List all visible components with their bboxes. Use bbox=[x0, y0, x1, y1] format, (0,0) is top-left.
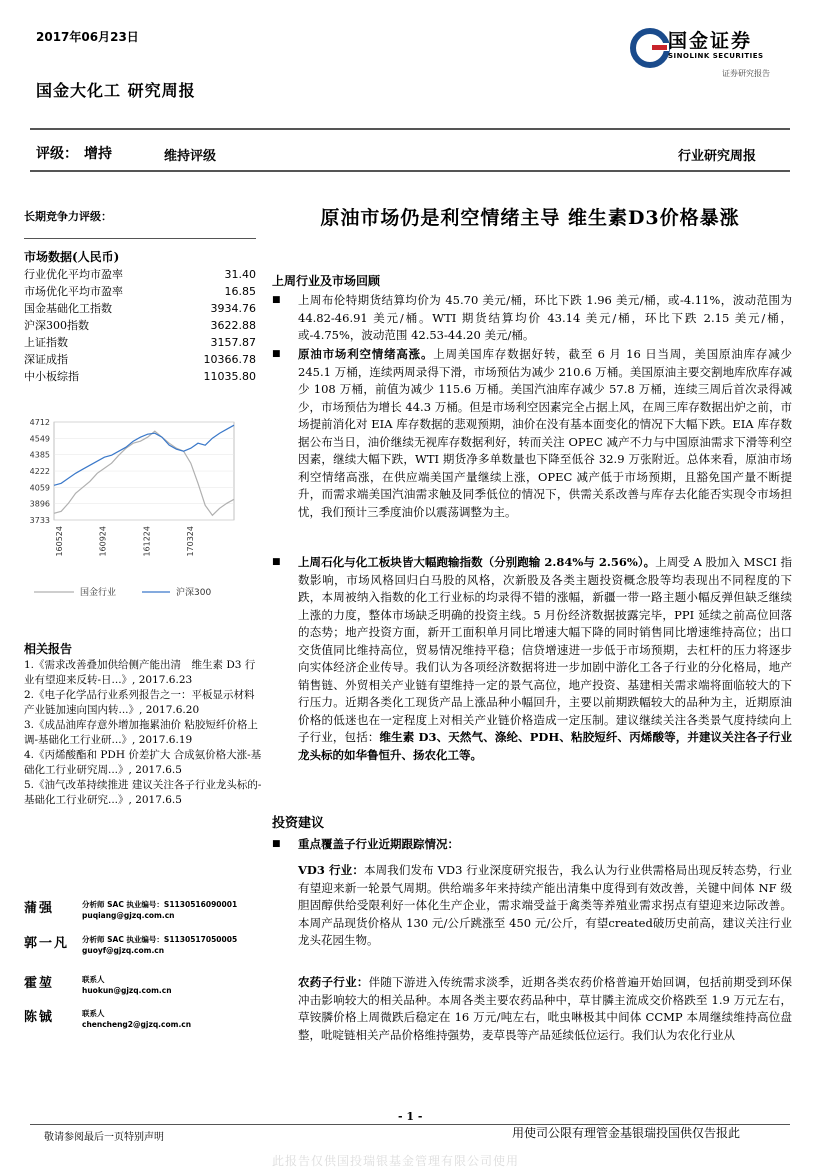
rating-value: 增持 bbox=[84, 146, 112, 162]
analyst-email[interactable]: chencheng2@gjzq.com.cn bbox=[82, 1020, 192, 1029]
market-data-row bbox=[24, 317, 256, 334]
report-type: 行业研究周报 bbox=[678, 149, 757, 164]
chart-y-tick-label: 4059 bbox=[29, 483, 50, 493]
market-data-name: 沪深300指数 bbox=[24, 319, 89, 332]
analyst-1 bbox=[24, 895, 274, 931]
analyst-role: 联系人 bbox=[82, 1009, 105, 1018]
market-data-value: 31.40 bbox=[224, 268, 256, 281]
market-data-name: 深证成指 bbox=[24, 353, 68, 366]
analyst-email[interactable]: huokun@gjzq.com.cn bbox=[82, 986, 172, 995]
market-data-name: 市场优化平均市盈率 bbox=[24, 285, 123, 298]
market-data-table bbox=[24, 266, 256, 385]
paragraph-text: 上周布伦特期货结算均价为 45.70 美元/桶，环比下跌 1.96 美元/桶，或-4.11%，波动范围为 44.82-46.91 美元/桶。WTI 期货结算均价 43.14 美元/桶，环比下跌 2.15 美元/桶，或-4.75%，波动范围 42.53-44.20 美元/桶。 bbox=[298, 293, 792, 342]
paragraph-text: 上周美国库存数据好转，截至 6 月 16 日当周，美国原油库存减少 245.1 万桶，连续两周录得下滑，市场预估为减少 210.6 万桶。美国原油主要交割地库欣库存减少 108 万桶，前值为减少 115.6 万桶。美国汽油库存减少 57.8 万桶，连续三周后首次录得减少，市场预估为增长 44.3 万桶。但是市场利空因素完全占据上风，在周三库存数据出炉之前，市场提前消化对 EIA 库存数据的悲观预期，油价在没有基本面变化的情况下大幅下跌。EIA 库存数据公布当日，油价继续无视库存数据利好，转而关注 OPEC 减产不力与中国原油需求下滑等利空因素，继续大幅下跌，WTI 期货净多单数量也下降至低谷 32.9 万张附近。总体来看，原油市场利空情绪高涨，在供应端美国产量继续上涨，OPEC 减产低于市场预期，且豁免国产量不断提升，而需求端美国汽油需求触及同季低位的情况下，供需关系改善与库存去化能否实现令市场担忧，我们预计三季度油价以震荡调整为主。 bbox=[298, 347, 792, 519]
logo-subtitle: 证券研究报告 bbox=[722, 69, 770, 78]
paragraph-lead: 原油市场利空情绪高涨。 bbox=[298, 347, 434, 361]
paragraph-pesticide bbox=[298, 974, 792, 1044]
market-data-value: 11035.80 bbox=[203, 370, 256, 383]
report-series-title: 国金大化工 研究周报 bbox=[36, 81, 196, 100]
related-report-link[interactable]: 1.《需求改善叠加供给侧产能出清 维生素 D3 行业有望迎来反转-日...》, 2017.6.23 bbox=[24, 659, 256, 686]
analyst-name: 蒲强 bbox=[24, 901, 55, 916]
market-data-row bbox=[24, 283, 256, 300]
rating-label: 评级： bbox=[36, 146, 78, 162]
related-reports-list bbox=[24, 658, 264, 808]
market-data-title: 市场数据(人民币) bbox=[24, 250, 120, 264]
legend-label: 国金行业 bbox=[80, 588, 117, 598]
bullet-icon: ■ bbox=[272, 557, 281, 567]
analyst-3 bbox=[24, 970, 274, 1006]
paragraph-text: 伴随下游进入传统需求淡季，近期各类农药价格普遍开始回调，包括前期受到环保冲击影响较大的相关品种。本周各类主要农药品种中，草甘膦主流成交价格跌至 1.9 万元左右，草铵膦价格上周微跌后稳定在 16 万元/吨左右，吡虫啉极其中间体 CCMP 本周继续维持高位盘整，吡啶链相关产品价格维持强势，麦草畏等产品延续低位运行。我们认为农化行业从 bbox=[298, 975, 792, 1042]
chart-x-tick-label: 160924 bbox=[98, 526, 108, 557]
bullet-icon: ■ bbox=[272, 349, 281, 359]
paragraph-text: 上周受 A 股加入 MSCI 指数影响，市场风格回归白马股的风格，次新股及各类主题投资概念股等均表现出不同程度的下跌，本周被纳入指数的化工行业标的均录得不错的涨幅，新疆一带一路主题小幅反弹但缺乏继续上涨的力度，整体市场缺乏明确的投资主线。5 月份经济数据披露完毕，PPI 延续之前高位回落的态势；地产投资方面，新开工面积单月同比增速大幅下降的同时销售同比增速维持高位；出口交货值同比维持高位，贸易情况维持平稳；信贷增速进一步低于市场预期，去杠杆的压力将逐步向实体经济企业传导。我们认为各项经济数据将进一步加剧中游化工各子行业的分化格局，地产销售链、外贸相关产业链有望维持一定的景气高位，地产投资、基建相关需求端将面临较大的下行压力。近期各类化工现货产品上涨品种小幅回升，主要以前期跌幅较大的品种为主，近期原油价格的低迷也在一定程度上对相关产业链价格造成一定压制。建议继续关注各类景气度持续向上子行业，包括： bbox=[298, 555, 792, 744]
chart-y-tick-label: 4222 bbox=[29, 467, 50, 477]
footer-watermark: 此报告仅供国投瑞银基金管理有限公司使用 bbox=[272, 1154, 520, 1168]
paragraph-vd3 bbox=[298, 862, 792, 950]
analyst-email[interactable]: guoyf@gjzq.com.cn bbox=[82, 946, 165, 955]
chart-series-line-2 bbox=[54, 425, 234, 485]
chart-x-tick-label: 170324 bbox=[186, 526, 196, 557]
logo-text-cn: 国金证券 bbox=[668, 30, 753, 52]
paragraph-coverage bbox=[272, 836, 792, 854]
chart-x-tick-label: 160524 bbox=[55, 526, 64, 557]
market-data-value: 3934.76 bbox=[210, 302, 256, 315]
rating-divider bbox=[30, 170, 790, 172]
market-data-row bbox=[24, 300, 256, 317]
market-data-row bbox=[24, 266, 256, 283]
paragraph-lead: 农药子行业： bbox=[298, 975, 369, 989]
paragraph-oil-sentiment bbox=[272, 346, 792, 521]
page-number: - 1 - bbox=[398, 1110, 423, 1123]
rating bbox=[36, 143, 118, 163]
analyst-cert: 分析师 SAC 执业编号：S1130517050005 bbox=[82, 935, 238, 944]
header-divider bbox=[30, 128, 790, 130]
market-data-name: 上证指数 bbox=[24, 336, 68, 349]
main-title: 原油市场仍是利空情绪主导 维生素D3价格暴涨 bbox=[320, 207, 740, 229]
index-chart-svg bbox=[24, 412, 264, 612]
sidebar-divider bbox=[24, 238, 256, 239]
paragraph-sector-performance bbox=[272, 554, 792, 764]
related-report-link[interactable]: 3.《成品油库存意外增加拖累油价 粘胶短纤价格上调-基础化工行业研...》, 2017.6.19 bbox=[24, 719, 258, 746]
market-data-name: 国金基础化工指数 bbox=[24, 302, 112, 315]
analyst-2 bbox=[24, 930, 274, 966]
bullet-icon: ■ bbox=[272, 295, 281, 305]
paragraph-recommendation: 维生素 D3、天然气、涤纶、PDH、粘胶短纤、丙烯酸等，并建议关注各子行业龙头标的如华鲁恒升、扬农化工等。 bbox=[298, 730, 792, 762]
related-report-link[interactable]: 4.《丙烯酸酯和 PDH 价差扩大 合成氨价格大涨-基础化工行业研究周...》, 2017.6.5 bbox=[24, 749, 262, 776]
chart-x-tick-label: 161224 bbox=[142, 526, 152, 557]
market-data-row bbox=[24, 334, 256, 351]
section-market-review-heading: 上周行业及市场回顾 bbox=[272, 274, 381, 288]
chart-y-tick-label: 4549 bbox=[29, 434, 50, 444]
paragraph-text: 本周我们发布 VD3 行业深度研究报告，我么认为行业供需格局出现反转态势，行业有望迎来新一轮景气周期。供给端多年来持续产能出清集中度得到有效改善，关键中间体 NF 级胆固醇供给受限利好一体化生产企业，需求端受益于禽类等养殖业需求拐点有望迎来边际改善。本周产品现货价格从 130 元/公斤跳涨至 450 元/公斤，有望created破历史前高，建议关注行业龙头花园生物。 bbox=[298, 863, 792, 947]
related-reports-title: 相关报告 bbox=[24, 642, 73, 656]
market-data-row bbox=[24, 368, 256, 385]
footer-disclaimer: 敬请参阅最后一页特别声明 bbox=[44, 1132, 164, 1143]
analyst-cert: 分析师 SAC 执业编号：S1130516090001 bbox=[82, 900, 238, 909]
analyst-name: 陈铖 bbox=[24, 1010, 55, 1025]
rating-note: 维持评级 bbox=[164, 149, 217, 164]
market-data-value: 3622.88 bbox=[210, 319, 256, 332]
logo-text-en: SINOLINK SECURITIES bbox=[668, 52, 764, 60]
market-data-value: 3157.87 bbox=[210, 336, 256, 349]
paragraph-lead: 重点覆盖子行业近期跟踪情况： bbox=[298, 837, 459, 851]
paragraph-lead: VD3 行业： bbox=[298, 863, 364, 877]
chart-y-tick-label: 3733 bbox=[29, 516, 50, 525]
long-term-rating-label: 长期竞争力评级： bbox=[24, 210, 112, 223]
analyst-name: 霍堃 bbox=[24, 976, 55, 991]
analyst-email[interactable]: puqiang@gjzq.com.cn bbox=[82, 911, 175, 920]
analyst-name: 郭一凡 bbox=[24, 936, 70, 951]
bullet-icon: ■ bbox=[272, 839, 281, 849]
legend-label: 沪深300 bbox=[176, 588, 212, 598]
analyst-4 bbox=[24, 1004, 274, 1040]
market-data-name: 中小板综指 bbox=[24, 370, 79, 383]
logo-mark-icon bbox=[630, 26, 670, 70]
paragraph-oil-price bbox=[272, 292, 792, 345]
chart-y-tick-label: 4712 bbox=[29, 418, 50, 427]
analyst-role: 联系人 bbox=[82, 975, 105, 984]
report-date: 2017年06月23日 bbox=[36, 30, 139, 44]
chart-y-tick-label: 3896 bbox=[29, 499, 50, 509]
market-data-value: 16.85 bbox=[224, 285, 256, 298]
market-data-name: 行业优化平均市盈率 bbox=[24, 268, 123, 281]
footer-note: 用使司公限有理管金基银瑞投国供仅告报此 bbox=[512, 1126, 741, 1140]
chart-y-tick-label: 4385 bbox=[29, 450, 50, 460]
related-report-link[interactable]: 2.《电子化学品行业系列报告之一：平板显示材料 产业链加速向国内转...》, 2017.6.20 bbox=[24, 689, 266, 716]
market-data-value: 10366.78 bbox=[203, 353, 256, 366]
paragraph-lead: 上周石化与化工板块皆大幅跑输指数（分别跑输 2.84%与 2.56%）。 bbox=[298, 555, 656, 569]
related-report-link[interactable]: 5.《油气改革持续推进 建议关注各子行业龙头标的-基础化工行业研究...》, 2017.6.5 bbox=[24, 779, 262, 806]
index-chart bbox=[24, 412, 264, 612]
section-investment-heading: 投资建议 bbox=[272, 816, 325, 831]
market-data-row bbox=[24, 351, 256, 368]
